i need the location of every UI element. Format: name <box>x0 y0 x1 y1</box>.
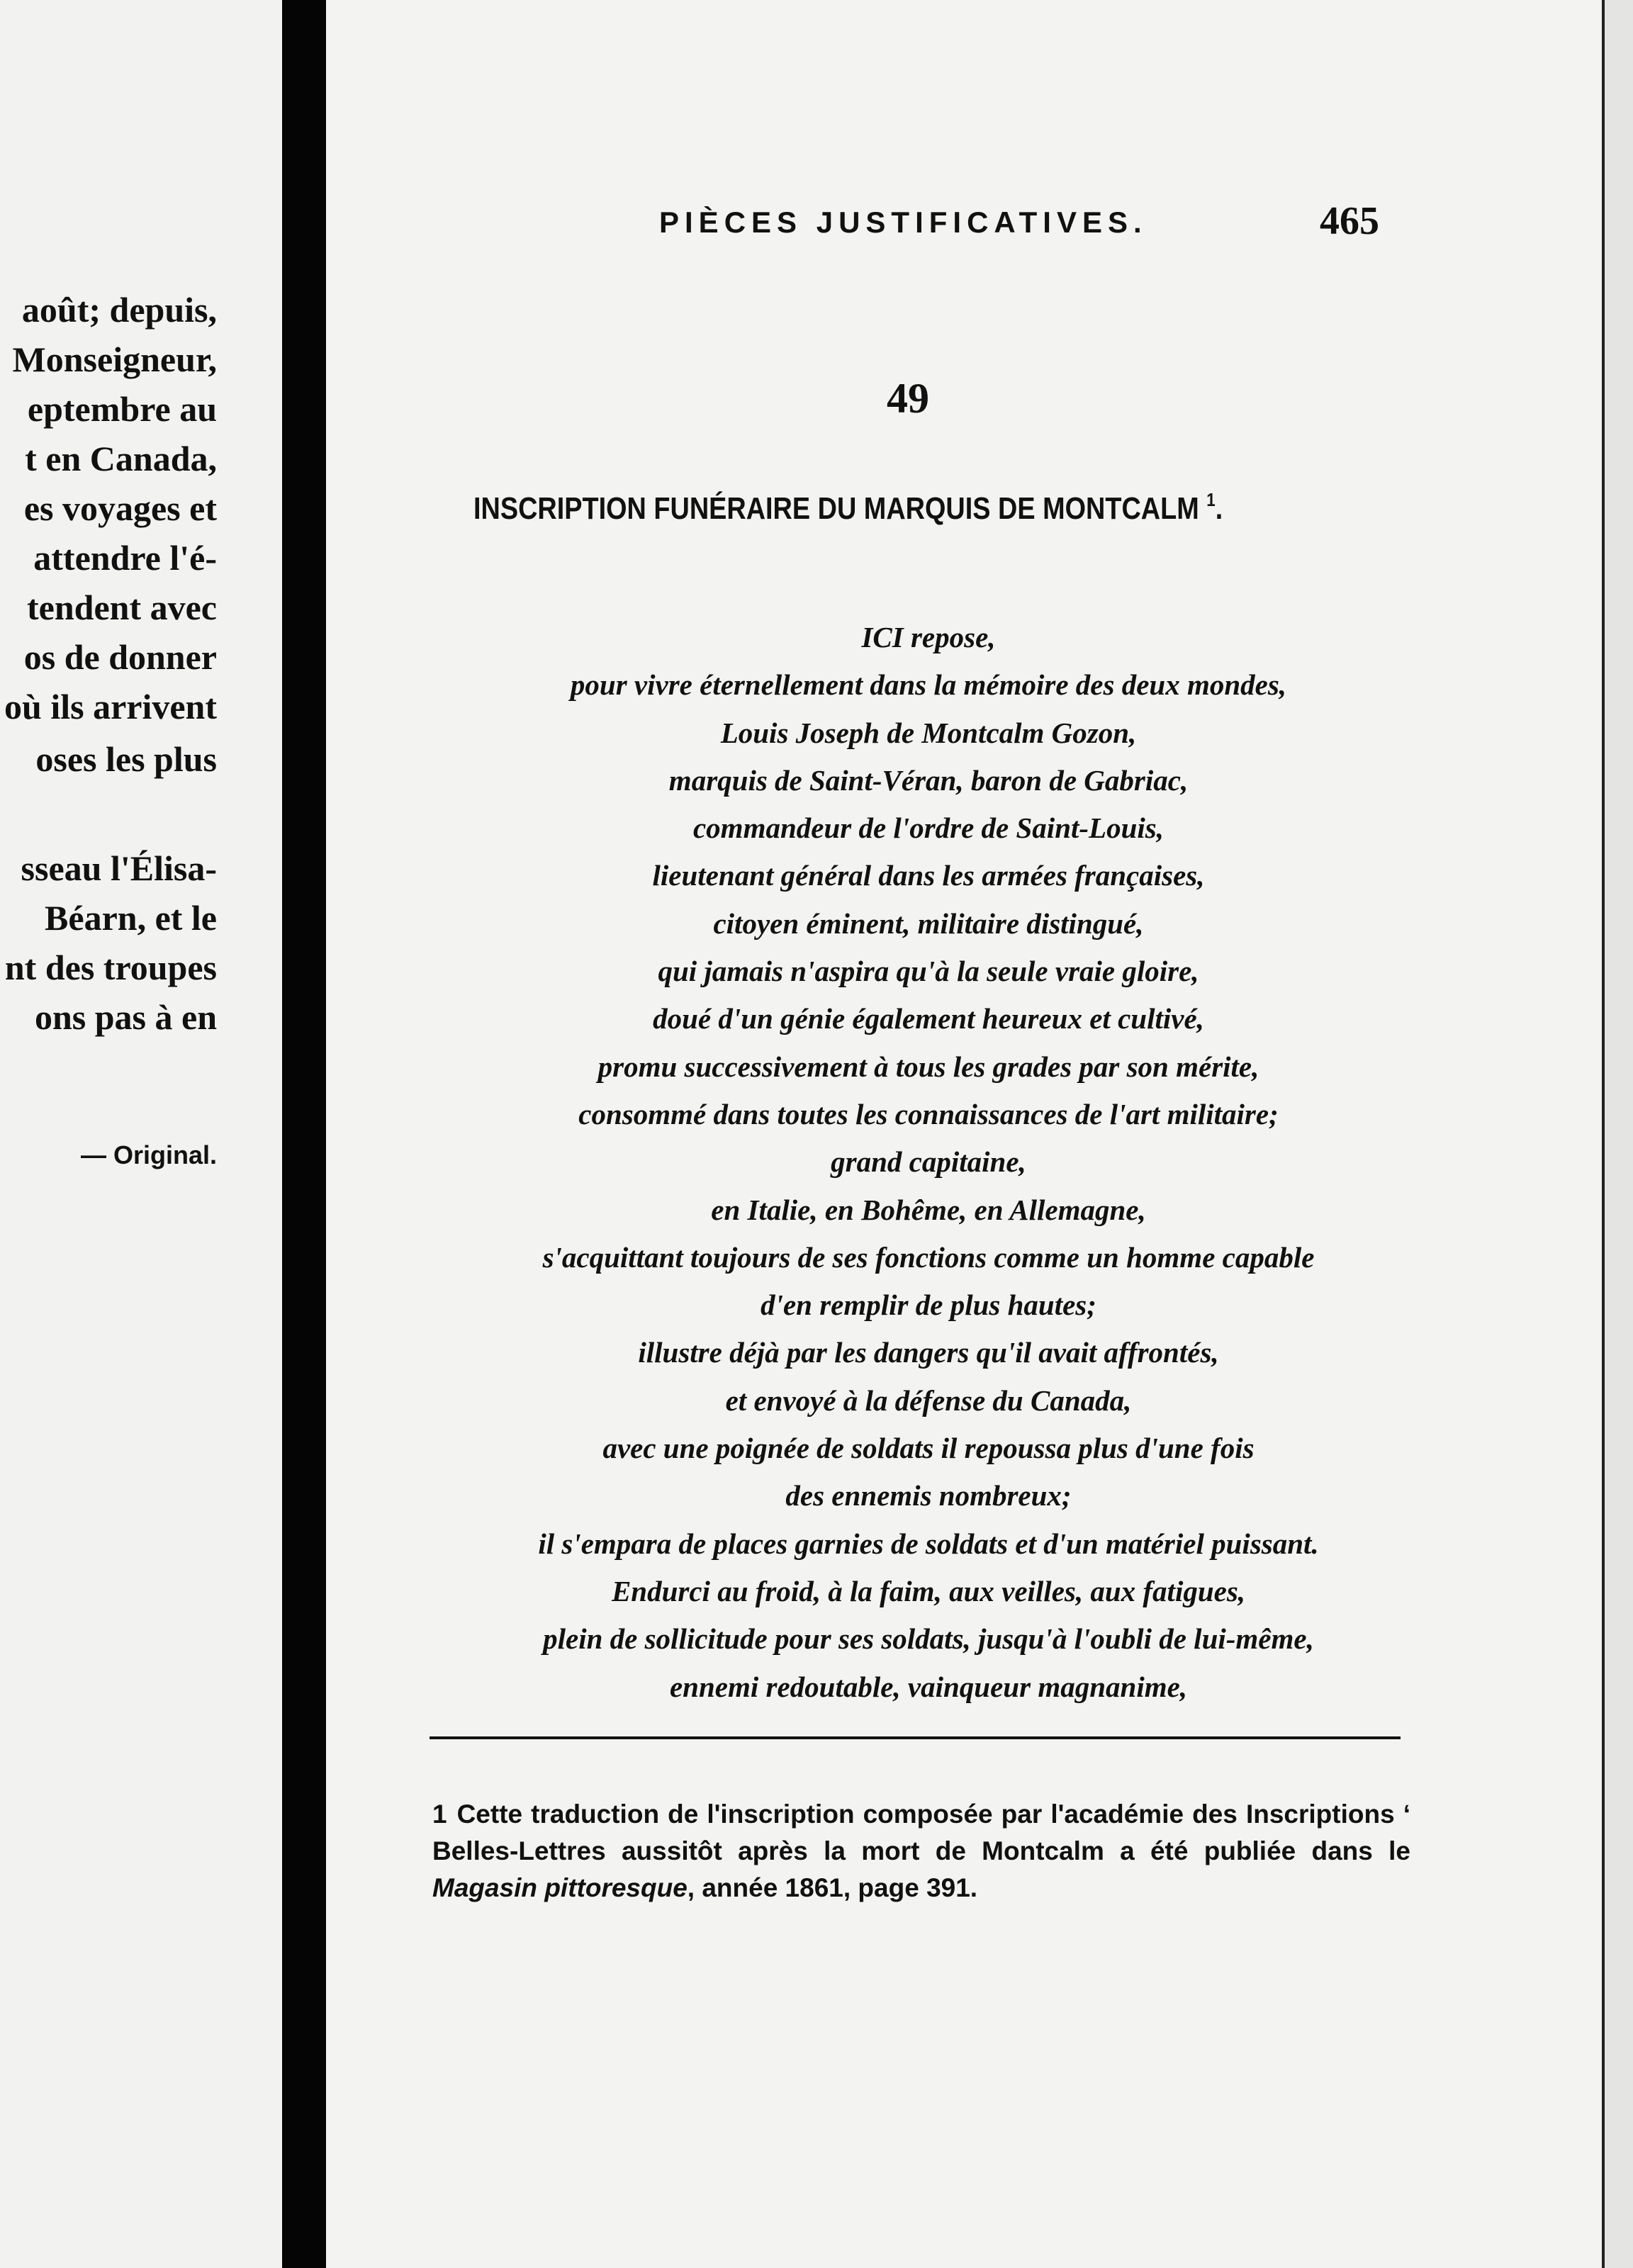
inscription-text <box>425 614 1432 1711</box>
left-page-line: sseau l'Élisa- <box>21 848 217 888</box>
inscription-line: grand capitaine, <box>831 1145 1026 1179</box>
inscription-line: il s'empara de places garnies de soldats et d'un matériel puissant. <box>538 1527 1319 1560</box>
footnote-reference: 1 <box>1206 489 1216 510</box>
inscription-line: consommé dans toutes les connaissances de l'art militaire; <box>578 1097 1279 1130</box>
inscription-line: illustre déjà par les dangers qu'il avait affrontés, <box>638 1336 1219 1369</box>
footnote-separator <box>430 1736 1401 1739</box>
piece-number: 49 <box>887 375 929 422</box>
book-gutter <box>282 0 326 2268</box>
section-title <box>473 489 1223 527</box>
inscription-line: citoyen éminent, militaire distingué, <box>713 906 1144 940</box>
section-title-end: . <box>1215 491 1223 526</box>
inscription-line: ICI repose, <box>861 621 996 653</box>
inscription-line: commandeur de l'ordre de Saint-Louis, <box>692 812 1164 845</box>
left-page-line: août; depuis, <box>21 290 217 330</box>
footnote-text: Cette traduction de l'inscription composée par l'académie des Inscriptions ‘ Belles-Lettres aussitôt après la mort de Montcalm a été publiée dans le <box>432 1800 1410 1865</box>
inscription-line: marquis de Saint-Véran, baron de Gabriac, <box>668 763 1189 797</box>
left-page-line: — Original. <box>80 1140 217 1169</box>
inscription-line: en Italie, en Bohême, en Allemagne, <box>711 1193 1146 1226</box>
left-page-line: oses les plus <box>35 739 217 779</box>
left-page-line: nt des troupes <box>4 948 217 987</box>
inscription-line: promu successivement à tous les grades par son mérite, <box>597 1050 1259 1083</box>
inscription-line: qui jamais n'aspira qu'à la seule vraie gloire, <box>658 955 1199 988</box>
page-number: 465 <box>1320 199 1379 243</box>
running-head: PIÈCES JUSTIFICATIVES. <box>659 206 1147 239</box>
page-edge <box>1602 0 1633 2268</box>
previous-page-fragment <box>0 0 282 2268</box>
inscription-line: Louis Joseph de Montcalm Gozon, <box>720 716 1137 749</box>
left-page-line: où ils arrivent <box>4 687 217 726</box>
inscription-line: d'en remplir de plus hautes; <box>761 1289 1096 1322</box>
left-page-line: tendent avec <box>27 588 217 627</box>
inscription-line: ennemi redoutable, vainqueur magnanime, <box>669 1670 1188 1703</box>
inscription-line: lieutenant général dans les armées françaises, <box>652 859 1205 892</box>
left-page-line: t en Canada, <box>25 439 217 478</box>
inscription-line: et envoyé à la défense du Canada, <box>725 1383 1132 1417</box>
left-page-line: attendre l'é- <box>33 538 217 578</box>
inscription-line: doué d'un génie également heureux et cultivé, <box>653 1002 1204 1035</box>
footnote <box>432 1796 1410 1907</box>
footnote-marker: 1 <box>432 1800 447 1829</box>
left-page-line: eptembre au <box>27 389 217 429</box>
section-title-text: INSCRIPTION FUNÉRAIRE DU MARQUIS DE MONTCALM <box>473 491 1199 526</box>
left-page-line: os de donner <box>23 637 217 677</box>
left-page-line: ons pas à en <box>34 997 217 1037</box>
inscription-line: avec une poignée de soldats il repoussa plus d'une fois <box>602 1432 1255 1465</box>
inscription-line: plein de sollicitude pour ses soldats, jusqu'à l'oubli de lui-même, <box>543 1622 1314 1656</box>
footnote-publication-title: Magasin pittoresque <box>432 1873 688 1902</box>
left-page-line: es voyages et <box>23 488 217 528</box>
inscription-line: Endurci au froid, à la faim, aux veilles, aux fatigues, <box>611 1574 1246 1607</box>
footnote-text-end: , année 1861, page 391. <box>687 1873 978 1902</box>
inscription-line: s'acquittant toujours de ses fonctions comme un homme capable <box>542 1240 1315 1274</box>
inscription-line: pour vivre éternellement dans la mémoire des deux mondes, <box>570 668 1287 702</box>
left-page-line: Monseigneur, <box>12 339 217 379</box>
left-page-line: Béarn, et le <box>45 898 217 938</box>
inscription-line: des ennemis nombreux; <box>785 1479 1072 1512</box>
